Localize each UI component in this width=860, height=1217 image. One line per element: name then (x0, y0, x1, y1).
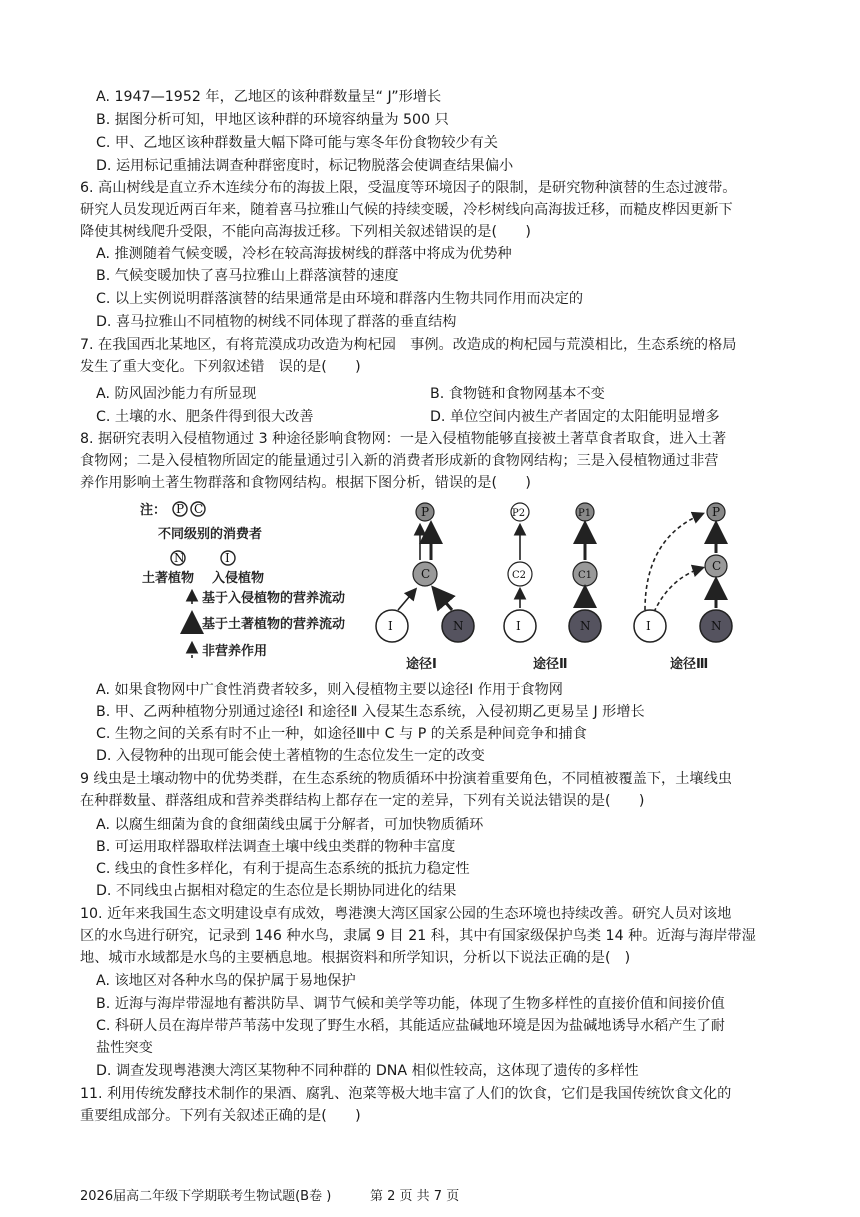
q6-stem-line1: 6. 高山树线是直立乔木连续分布的海拔上限，受温度等环境因子的限制，是研究物种演替的生态过渡带。 (80, 180, 737, 196)
legend-i-circle (221, 551, 235, 565)
q10-option-c-line1: C. 科研人员在海岸带芦苇荡中发现了野生水稻，其能适应盐碱地环境是因为盐碱地诱导水稻产生了耐 (96, 1018, 725, 1034)
pathway1-node-i-label: I (388, 619, 393, 633)
q8-stem-line2: 食物网；二是入侵植物所固定的能量通过引入新的消费者形成新的食物网结构；三是入侵植物通过非营 (80, 453, 719, 469)
legend-native-flow-label-text: 基于土著植物的营养流动 (202, 617, 346, 632)
legend-i-letter: I (225, 551, 230, 565)
legend-note-label: 注： (140, 503, 167, 518)
q7-option-b: B. 食物链和食物网基本不变 (430, 386, 605, 402)
pathway2-label: 途径Ⅱ (533, 657, 568, 672)
q8-option-d: D. 入侵物种的出现可能会使土著植物的生态位发生一定的改变 (96, 748, 485, 764)
q7-option-a: A. 防风固沙能力有所显现 (96, 386, 257, 402)
pathway-1 (376, 503, 474, 672)
pathway2-node-n-label: N (580, 619, 591, 633)
q10-option-b: B. 近海与海岸带湿地有蓄洪防旱、调节气候和美学等功能，体现了生物多样性的直接价值和间接价值 (96, 996, 725, 1012)
q6-stem-line3: 降使其树线爬升受限，不能向高海拔迁移。下列相关叙述错误的是( ) (80, 224, 531, 240)
q7-stem-line2: 发生了重大变化。下列叙述错 误的是( ) (80, 359, 361, 375)
q7-option-c: C. 土壤的水、肥条件得到很大改善 (96, 409, 314, 425)
legend-n-circle (171, 551, 185, 565)
q11-stem-line2: 重要组成部分。下列有关叙述正确的是( ) (80, 1108, 361, 1124)
q8-option-a: A. 如果食物网中广食性消费者较多，则入侵植物主要以途径Ⅰ 作用于食物网 (96, 682, 563, 698)
pathway3-node-i-label: I (646, 619, 651, 633)
pathway1-label: 途径Ⅰ (406, 657, 437, 672)
q5-option-d: D. 运用标记重捕法调查种群密度时，标记物脱落会使调查结果偏小 (96, 158, 514, 174)
legend-p-letter: P (176, 502, 185, 516)
q9-stem-line1: 9 线虫是土壤动物中的优势类群，在生态系统的物质循环中扮演着重要角色，不同植被覆盖下，土壤线虫 (80, 771, 732, 787)
pathway-3 (634, 503, 732, 672)
pathway2-node-c2-label: C2 (512, 570, 527, 581)
pathway2-node-p2-label: P2 (512, 508, 526, 519)
pathway1-node-c-label: C (421, 567, 431, 581)
q6-option-c: C. 以上实例说明群落演替的结果通常是由环境和群落内生物共同作用而决定的 (96, 291, 584, 307)
food-web-pathway-diagram (140, 498, 740, 676)
q6-option-d: D. 喜马拉雅山不同植物的树线不同体现了群落的垂直结构 (96, 314, 457, 330)
legend-invasive-plant-label: 入侵植物 (212, 571, 265, 586)
legend-c-letter: C (194, 502, 204, 516)
pathway3-node-p-label: P (712, 505, 721, 519)
diagram-legend (140, 502, 345, 659)
q8-stem-line3: 养作用影响土著生物群落和食物网结构。根据下图分析，错误的是( ) (80, 475, 531, 491)
q7-stem-line1: 7. 在我国西北某地区，有将荒漠成功改造为枸杞园 事例。改造成的枸杞园与荒漠相比，生态系统的格局 (80, 337, 737, 353)
pathway3-label: 途径Ⅲ (670, 657, 709, 672)
q10-option-a: A. 该地区对各种水鸟的保护属于易地保护 (96, 973, 356, 989)
q8-stem-line1: 8. 据研究表明入侵植物通过 3 种途径影响食物网：一是入侵植物能够直接被土著草食者取食，进入土著 (80, 431, 727, 447)
pathway2-node-i-label: I (516, 619, 521, 633)
q8-option-c: C. 生物之间的关系有时不止一种，如途径Ⅲ中 C 与 P 的关系是种间竞争和捕食 (96, 726, 587, 742)
pathway-2 (504, 503, 601, 672)
q5-option-c: C. 甲、乙地区该种群数量大幅下降可能与寒冬年份食物较少有关 (96, 135, 498, 151)
q8-option-b: B. 甲、乙两种植物分别通过途径Ⅰ 和途径Ⅱ 入侵某生态系统，入侵初期乙更易呈 J 形增长 (96, 704, 645, 720)
q9-stem-line2: 在种群数量、群落组成和营养类群结构上都存在一定的差异，下列有关说法错误的是( ) (80, 793, 645, 809)
footer-exam-title: 2026届高二年级下学期联考生物试题(B卷 ) (80, 1189, 332, 1204)
pathway1-node-n-label: N (453, 619, 464, 633)
q6-option-b: B. 气候变暖加快了喜马拉雅山上群落演替的速度 (96, 268, 399, 284)
q10-stem-line2: 区的水鸟进行研究，记录到 146 种水鸟，隶属 9 目 21 科，其中有国家级保护鸟类 14 种。近海与海岸带湿 (80, 928, 756, 944)
legend-non-nutrient-label: 非营养作用 (202, 644, 268, 659)
q11-stem-line1: 11. 利用传统发酵技术制作的果酒、腐乳、泡菜等极大地丰富了人们的饮食，它们是我国传统饮食文化的 (80, 1086, 732, 1102)
pathway2-node-p1-label: P1 (578, 508, 592, 519)
q10-option-c-line2: 盐性突变 (96, 1040, 153, 1056)
q9-option-b: B. 可运用取样器取样法调查土壤中线虫类群的物种丰富度 (96, 839, 456, 855)
q10-stem-line3: 地、城市水域都是水鸟的主要栖息地。根据资料和所学知识，分析以下说法正确的是( ) (80, 950, 631, 966)
q5-option-a: A. 1947—1952 年，乙地区的该种群数量呈“ J”形增长 (96, 89, 442, 105)
legend-invasive-flow-label: 基于入侵植物的营养流动 (202, 591, 346, 606)
legend-n-letter: N (174, 551, 185, 565)
q6-option-a: A. 推测随着气候变暖，冷杉在较高海拔树线的群落中将成为优势种 (96, 246, 512, 262)
q9-option-c: C. 线虫的食性多样化，有利于提高生态系统的抵抗力稳定性 (96, 861, 470, 877)
pathway3-node-c-label: C (712, 559, 722, 573)
q10-option-d: D. 调查发现粤港澳大湾区某物种不同种群的 DNA 相似性较高，这体现了遗传的多样性 (96, 1063, 639, 1079)
q7-option-d: D. 单位空间内被生产者固定的太阳能明显增多 (430, 409, 720, 425)
q9-option-d: D. 不同线虫占据相对稳定的生态位是长期协同进化的结果 (96, 883, 457, 899)
pathway1-node-p-label: P (421, 505, 430, 519)
legend-consumers-label: 不同级别的消费者 (158, 527, 263, 542)
legend-native-plant-label: 土著植物 (142, 571, 195, 586)
q10-stem-line1: 10. 近年来我国生态文明建设卓有成效，粤港澳大湾区国家公园的生态环境也持续改善。研究人员对该地 (80, 906, 732, 922)
pathway3-node-n-label: N (711, 619, 722, 633)
q9-option-a: A. 以腐生细菌为食的食细菌线虫属于分解者，可加快物质循环 (96, 817, 484, 833)
footer-page-number: 第 2 页 共 7 页 (370, 1189, 460, 1204)
legend-c-circle (191, 502, 205, 516)
q5-option-b: B. 据图分析可知，甲地区该种群的环境容纳量为 500 只 (96, 112, 449, 128)
q6-stem-line2: 研究人员发现近两百年来，随着喜马拉雅山气候的持续变暖，冷杉树线向高海拔迁移，而糙皮桦因更新下 (80, 202, 733, 218)
legend-p-circle (173, 502, 187, 516)
pathway2-node-c1-label: C1 (578, 570, 593, 581)
